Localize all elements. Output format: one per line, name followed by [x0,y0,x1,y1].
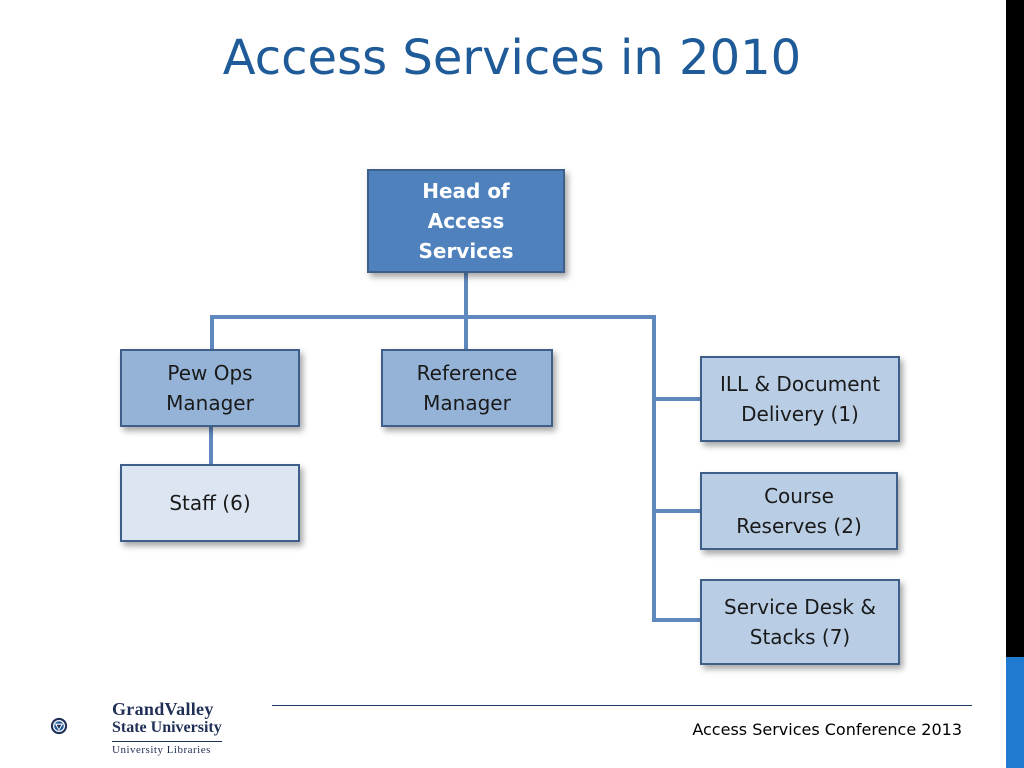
slide-title: Access Services in 2010 [222,30,802,86]
connector-to-course-reserves [652,509,702,513]
node-head-of-access-services [367,169,565,273]
node-staff [120,464,300,542]
right-edge-bar [1006,0,1024,768]
node-label: Staff (6) [169,491,251,515]
node-label: Reference Manager [416,361,518,415]
node-reference-manager [381,349,553,427]
connector-to-ill [652,397,702,401]
node-label: ILL & Document Delivery (1) [719,372,881,426]
node-label: Service Desk & Stacks (7) [724,595,876,649]
gvsu-logo-icon [50,696,110,756]
node-pew-ops-manager [120,349,300,427]
gvsu-logo-wordmark [112,700,222,756]
logo-line-2: State University [112,719,222,736]
node-course-reserves [700,472,898,550]
node-label: Course Reserves (2) [736,484,862,538]
footer-divider [272,705,972,706]
connector-to-service-desk [652,618,702,622]
connector-right-vertical [652,315,656,622]
node-label: Pew Ops Manager [166,361,254,415]
right-edge-accent [1006,657,1024,768]
footer-text: Access Services Conference 2013 [692,720,962,739]
logo-line-3: University Libraries [112,741,222,756]
node-service-desk-stacks [700,579,900,665]
connector-to-reference [464,315,468,351]
connector-to-pew-ops [210,315,214,351]
connector-horizontal-bus [210,315,656,319]
connector-head-down [464,272,468,318]
logo-line-1: GrandValley [112,699,214,719]
node-ill-document-delivery [700,356,900,442]
node-label: Head of Access Services [418,179,514,263]
connector-pew-to-staff [209,426,213,466]
